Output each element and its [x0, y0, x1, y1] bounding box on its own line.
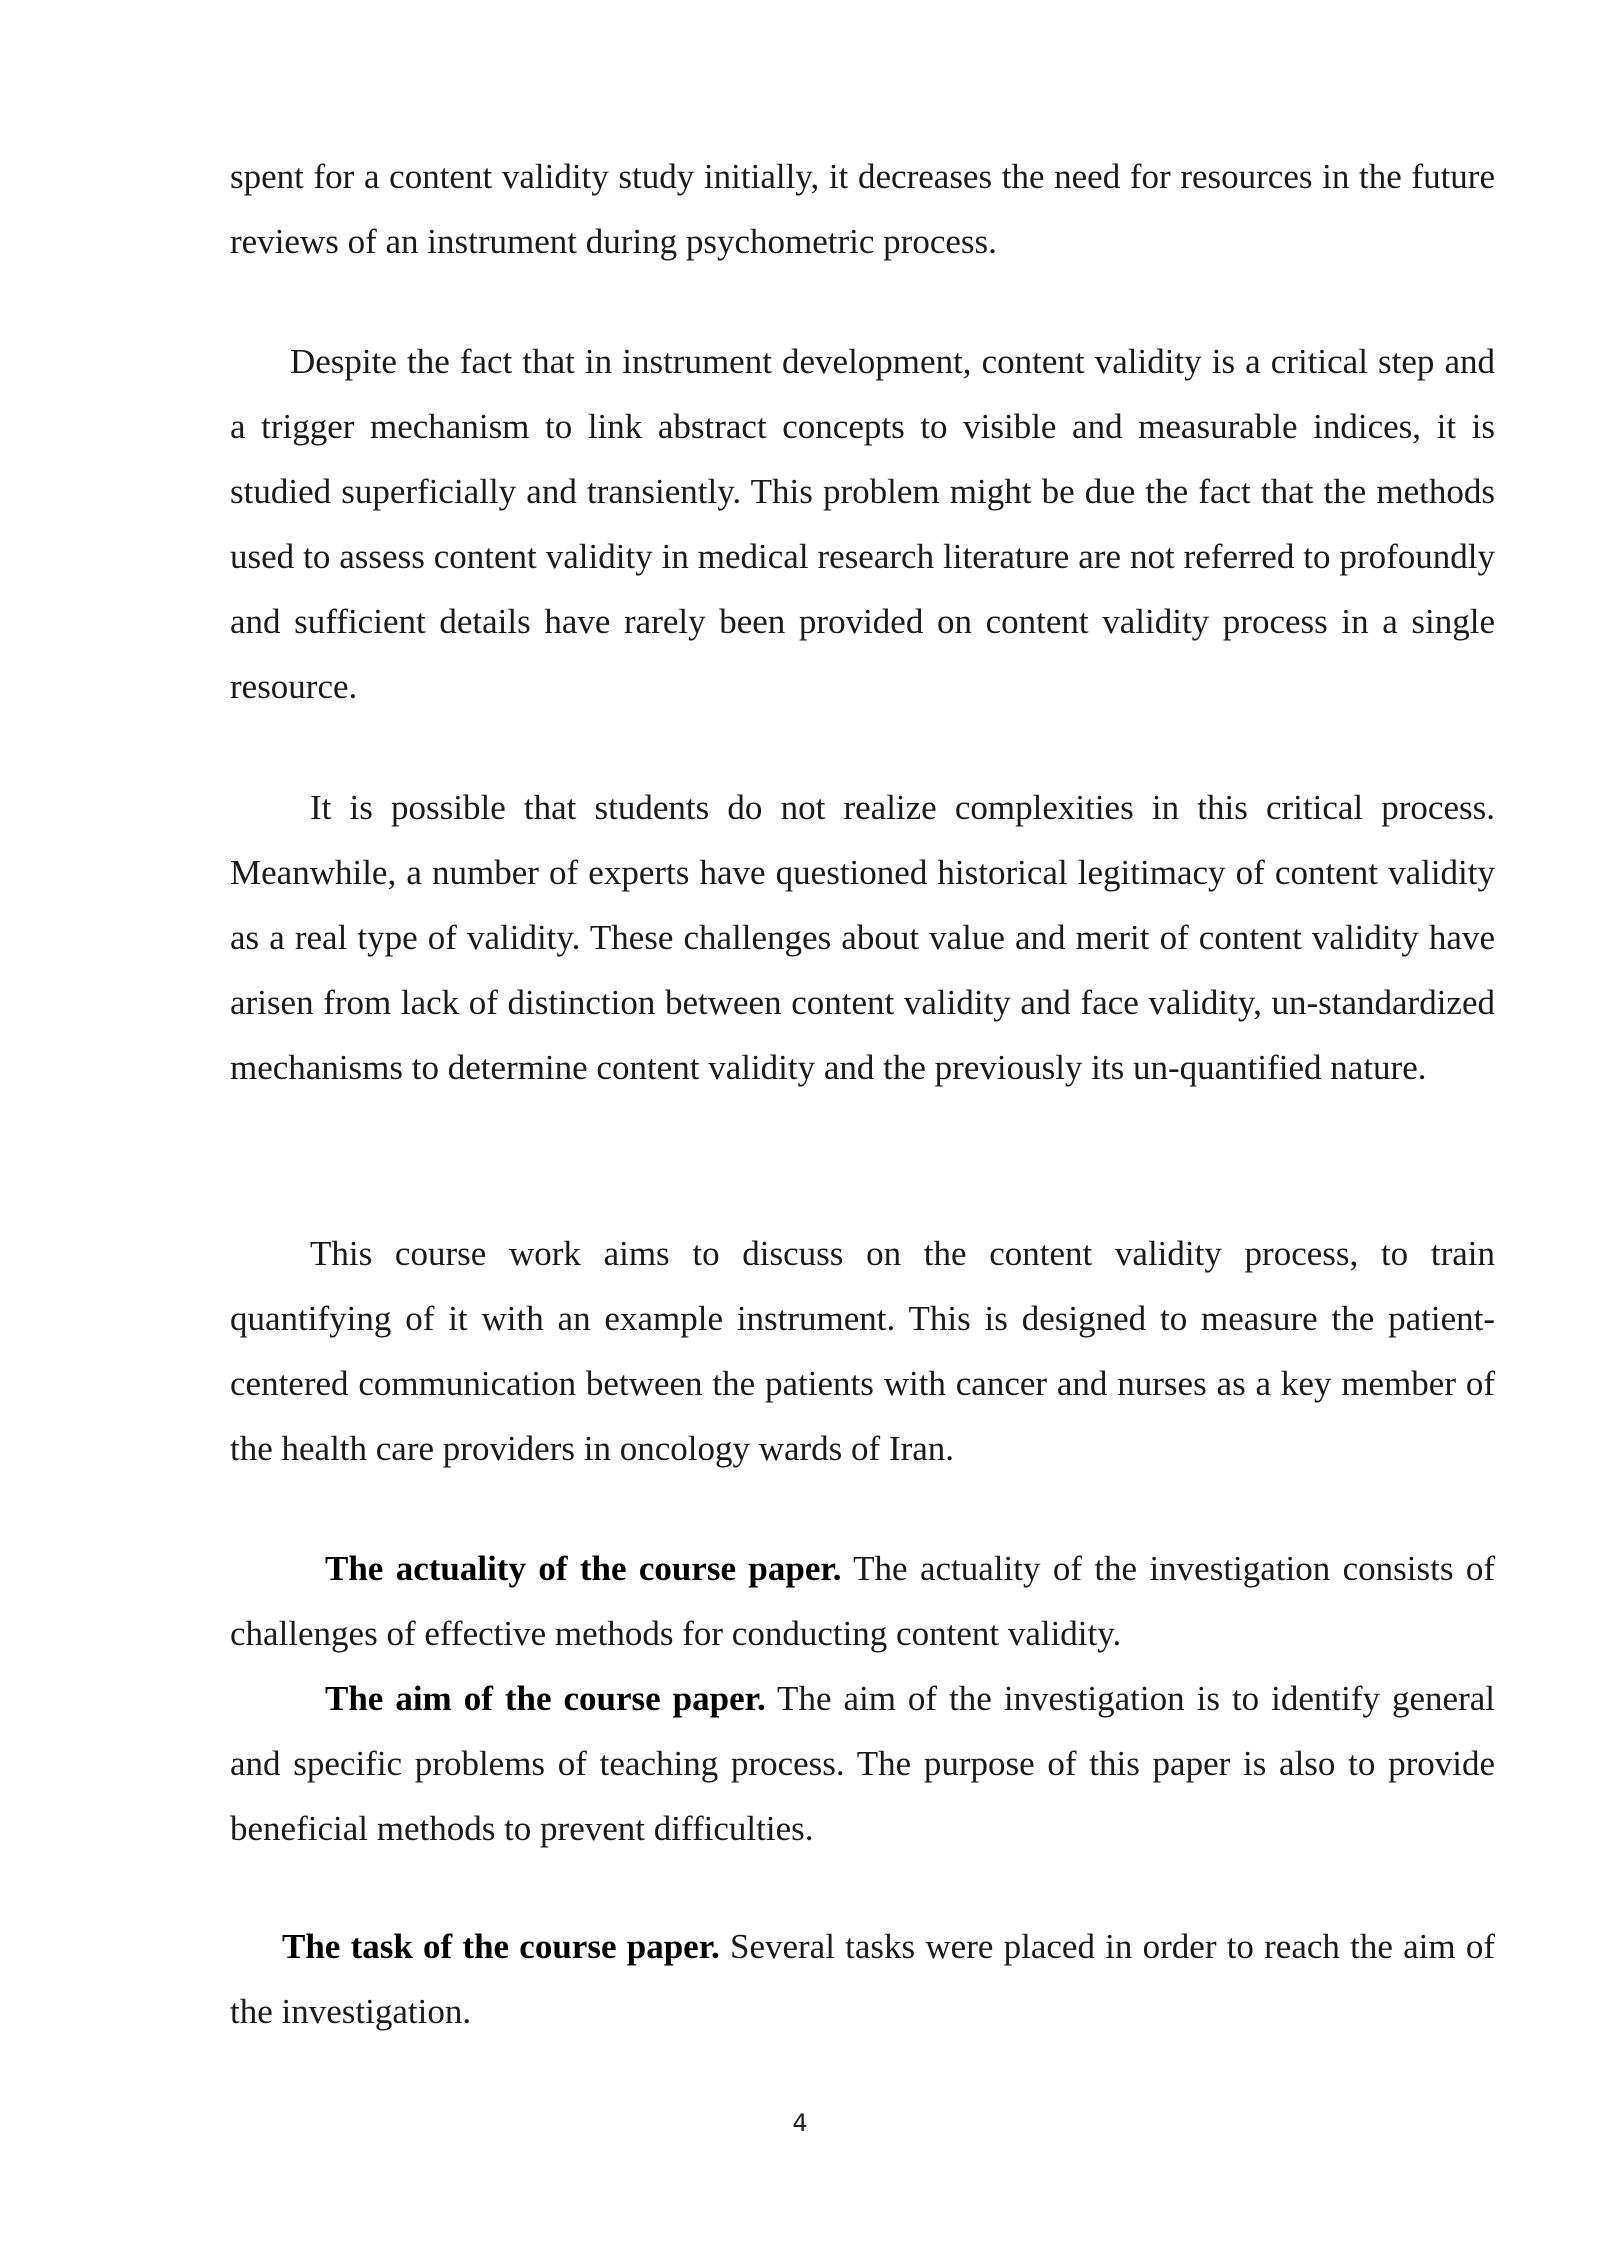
paragraph-course-work-aims	[230, 1221, 1495, 1481]
paragraph-task	[230, 1914, 1495, 2044]
paragraph-resources-intro	[230, 144, 1495, 274]
page-number: 4	[792, 2109, 808, 2137]
section-heading-task: The task of the course paper.	[282, 1927, 720, 1966]
paragraph-aim	[230, 1666, 1495, 1861]
paragraph-content-validity-step	[230, 329, 1495, 719]
paragraph-text: The aim of the investigation is to identify general and specific problems of teaching process. The purpose of this paper is also to provide beneficial methods to prevent difficulties.	[230, 1679, 1495, 1848]
paragraph-text: It is possible that students do not realize complexities in this critical process. Meanwhile, a number of experts have questioned historical legitimacy of content validity as a real type of validity. These challenges about value and merit of content validity have arisen from lack of distinction between content validity and face validity, un-standardized mechanisms to determine content validity and the previously its un-quantified nature.	[230, 788, 1495, 1087]
section-heading-actuality: The actuality of the course paper.	[325, 1549, 842, 1588]
paragraph-text: This course work aims to discuss on the content validity process, to train quantifying of it with an example instrument. This is designed to measure the patient-centered communication between the patients with cancer and nurses as a key member of the health care providers in oncology wards of Iran.	[230, 1234, 1495, 1468]
paragraph-text: The actuality of the investigation consists of challenges of effective methods for conducting content validity.	[230, 1549, 1495, 1653]
paragraph-text: spent for a content validity study initially, it decreases the need for resources in the future reviews of an instrument during psychometric process.	[230, 157, 1495, 261]
paragraph-actuality	[230, 1536, 1495, 1666]
paragraph-text: Despite the fact that in instrument development, content validity is a critical step and a trigger mechanism to link abstract concepts to visible and measurable indices, it is studied superficially and transiently. This problem might be due the fact that the methods used to assess content validity in medical research literature are not referred to profoundly and sufficient details have rarely been provided on content validity process in a single resource.	[230, 342, 1495, 706]
section-heading-aim: The aim of the course paper.	[325, 1679, 766, 1718]
paragraph-text: Several tasks were placed in order to reach the aim of the investigation.	[230, 1927, 1495, 2031]
paragraph-student-complexities	[230, 775, 1495, 1100]
